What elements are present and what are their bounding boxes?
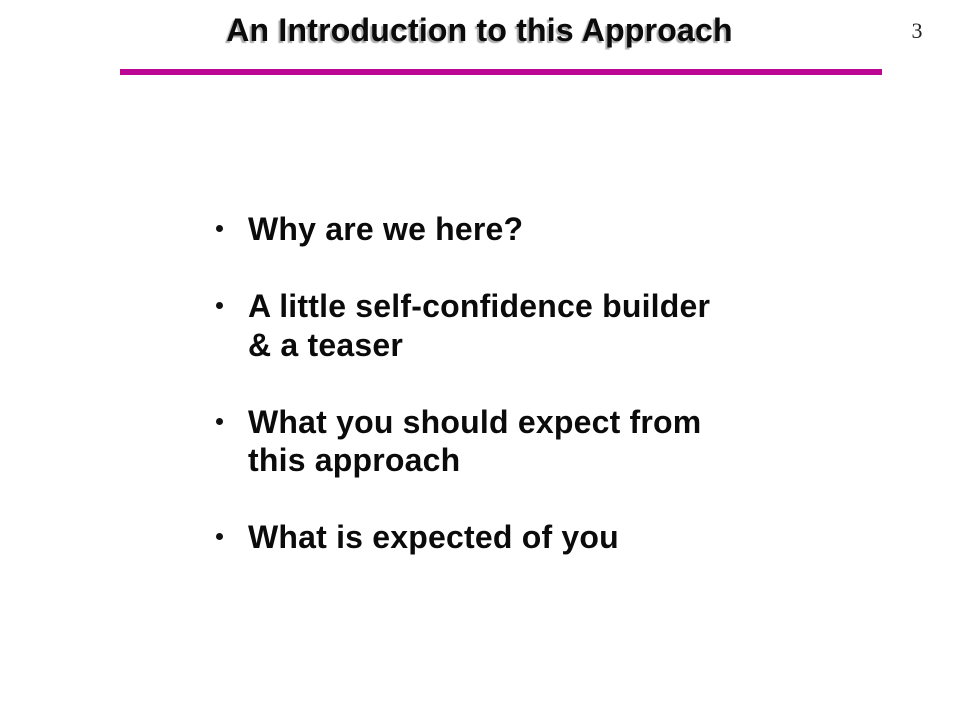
- bullet-icon: [216, 302, 223, 309]
- bullet-line: A little self-confidence builder: [248, 288, 711, 324]
- bullet-item: [215, 210, 815, 249]
- bullet-item: [215, 403, 815, 480]
- slide-page-number: 3: [911, 18, 923, 43]
- bullet-line: this approach: [248, 442, 461, 478]
- title-underline-rule: [120, 69, 882, 75]
- bullet-line: What is expected of you: [248, 519, 619, 555]
- bullet-item: [215, 287, 815, 364]
- bullet-icon: [216, 418, 223, 425]
- bullet-line: & a teaser: [248, 326, 403, 363]
- bullet-icon: [216, 533, 223, 540]
- bullet-line: What you should expect from: [248, 403, 702, 440]
- bullet-item: [215, 518, 815, 557]
- bullet-icon: [216, 225, 223, 232]
- slide-title: An Introduction to this Approach: [226, 12, 733, 48]
- bullet-line: Why are we here?: [248, 211, 524, 247]
- bullet-list: [215, 210, 815, 557]
